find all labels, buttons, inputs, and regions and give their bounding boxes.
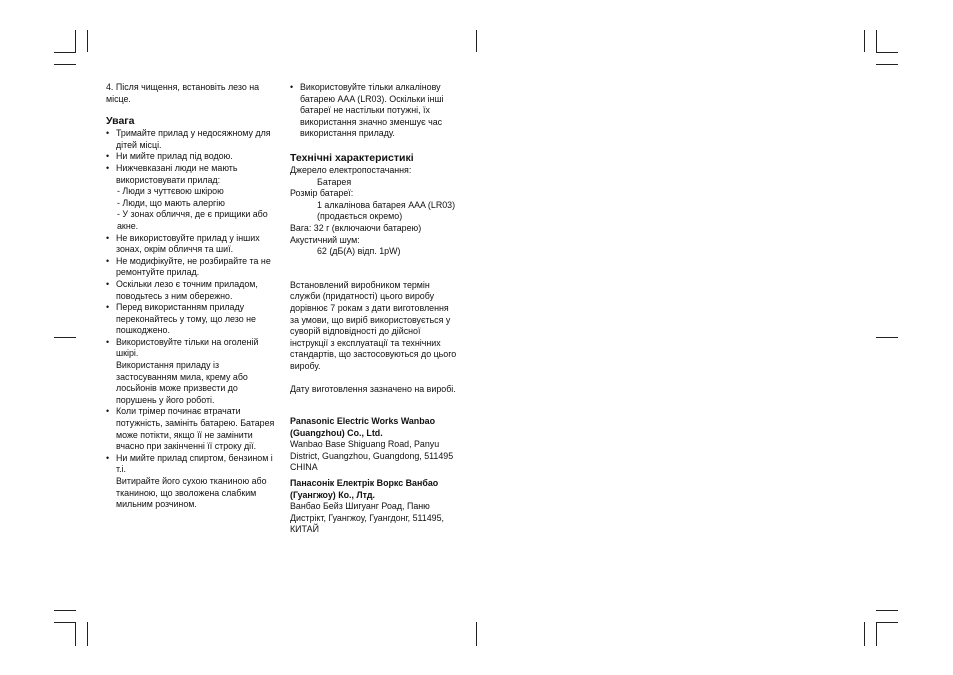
crop-mark <box>87 30 88 52</box>
warning-heading: Увага <box>106 115 135 128</box>
crop-mark <box>864 30 865 52</box>
warning-subitem: - Люди, що мають алергію <box>117 197 225 208</box>
crop-mark <box>54 52 76 53</box>
crop-mark <box>876 52 898 53</box>
left-column <box>106 82 278 511</box>
spec-line: Вага: 32 г (включаючи батарею) <box>290 222 422 233</box>
manufacturer-name-ua: Панасонік Електрік Воркс Ванбао (Гуангжоу) Ко., Лтд. <box>290 478 439 500</box>
manufacturer-address-ua: Ванбао Бейз Шигуанг Роад, Паню Дистрікт, Гуангжоу, Гуангдонг, 511495, КИТАЙ <box>290 501 444 535</box>
warning-item: • Ни мийте прилад під водою. <box>106 151 278 163</box>
cleaning-step: 4. Після чищення, встановіть лезо на місце. <box>106 82 260 104</box>
warning-item: • Оскільки лезо є точним приладом, поводьтесь з ним обережно. <box>106 279 278 302</box>
spec-value: 1 алкалінова батарея AAA (LR03) (продається окремо) <box>317 199 456 222</box>
warning-subitem: - Люди з чуттєвою шкірою <box>117 186 224 197</box>
warning-item: • Тримайте прилад у недосяжному для дітей місці. <box>106 128 278 151</box>
battery-warning-item: • Використовуйте тільки алкалінову батарею AAA (LR03). Оскільки інші батареї не настільки потужні, їх використання значно зменшує час використання приладу. <box>290 82 460 140</box>
warning-item: • Коли трімер починає втрачати потужність, замініть батарею. Батарея може потікти, якщо її не замінити вчасно при закінченні її строку дії. <box>106 406 278 452</box>
spec-value: Батарея <box>317 176 352 187</box>
spec-label: Джерело електропостачання: <box>290 164 412 175</box>
warning-note: Використання приладу із застосуванням мила, крему або лосьйонів може призвести до порушень у його роботі. <box>116 360 248 405</box>
crop-mark <box>876 337 898 338</box>
crop-mark <box>75 30 76 52</box>
warning-item: • Ни мийте прилад спиртом, бензином і т.і. <box>106 453 278 476</box>
crop-mark <box>54 64 76 65</box>
crop-mark <box>876 610 898 611</box>
crop-mark <box>476 30 477 52</box>
warning-item: • Перед використанням приладу переконайтесь у тому, що лезо не пошкоджено. <box>106 302 278 337</box>
manufacturer-name-en: Panasonic Electric Works Wanbao (Guangzhou) Co., Ltd. <box>290 416 436 438</box>
crop-mark <box>75 622 76 646</box>
crop-mark <box>876 30 877 52</box>
crop-mark <box>876 622 877 646</box>
warning-note: Витирайте його сухою тканиною або тканиною, що зволожена слабким мильним розчином. <box>116 476 267 510</box>
warning-item: • Не модифікуйте, не розбирайте та не ремонтуйте прилад. <box>106 256 278 279</box>
crop-mark <box>876 64 898 65</box>
right-column <box>290 82 460 536</box>
crop-mark <box>54 337 76 338</box>
warning-item: • Нижчевказані люди не мають використовувати прилад: <box>106 163 278 186</box>
crop-mark <box>54 610 76 611</box>
warning-subitem: - У зонах обличчя, де є прищики або акне. <box>117 209 268 231</box>
crop-mark <box>476 622 477 646</box>
manufacturer-address-en: Wanbao Base Shiguang Road, Panyu District, Guangzhou, Guangdong, 511495 CHINA <box>290 439 454 473</box>
spec-label: Акустичний шум: <box>290 234 360 245</box>
spec-label: Розмір батареї: <box>290 188 354 199</box>
manufacture-date-note: Дату виготовлення зазначено на виробі. <box>290 384 456 395</box>
warning-item: • Використовуйте тільки на оголеній шкірі. <box>106 337 278 360</box>
crop-mark <box>864 622 865 646</box>
crop-mark <box>54 622 76 623</box>
warning-item: • Не використовуйте прилад у інших зонах, окрім обличчя та шиї. <box>106 233 278 256</box>
crop-mark <box>87 622 88 646</box>
service-life-text: Встановлений виробником термін служби (придатності) цього виробу дорівнює 7 рокам з дати виготовлення за умови, що виріб використовується у суворій відповідності до дійсної інструкції з експлуатації та технічних стандартів, що застосовуються до цього виробу. <box>290 279 457 371</box>
spec-value: 62 (дБ(A) відп. 1pW) <box>317 246 401 257</box>
crop-mark <box>876 622 898 623</box>
specs-heading: Технічні характеристикі <box>290 151 414 164</box>
